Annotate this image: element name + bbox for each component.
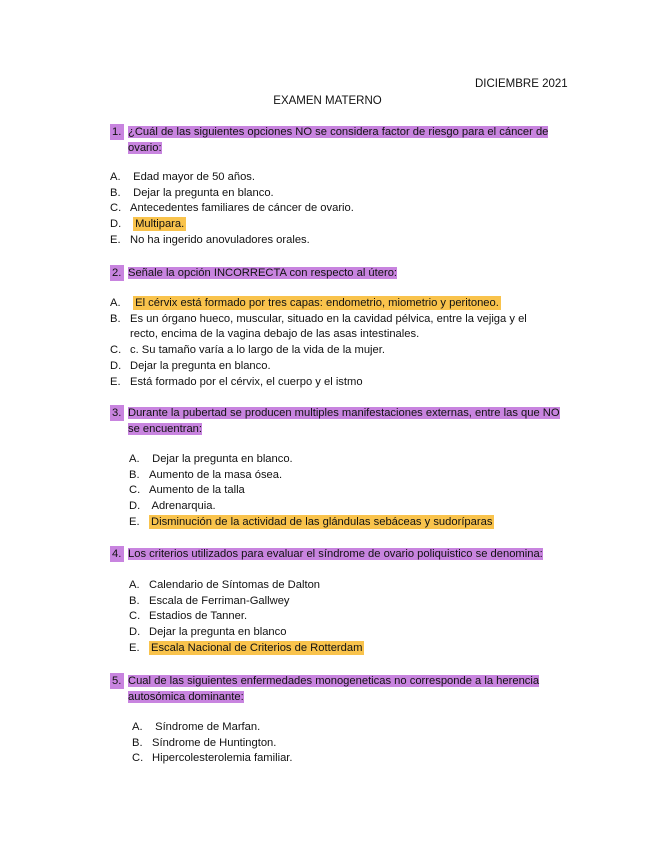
option-e[interactable]: E. Disminución de la actividad de las glándulas sebáceas y sudoríparas: [129, 515, 493, 528]
question-4: [110, 546, 565, 562]
question-5: [110, 673, 565, 705]
question-number: 4.: [110, 546, 124, 562]
option-a[interactable]: A. El cérvix está formado por tres capas: endometrio, miometrio y peritoneo.: [110, 297, 499, 309]
option-b[interactable]: B. Es un órgano hueco, muscular, situado en la cavidad pélvica, entre la vejiga y el recto, encima de la vagina debajo de las asas intestinales.: [110, 312, 527, 341]
options-q4: [129, 578, 364, 657]
option-c[interactable]: C. c. Su tamaño varía a lo largo de la vida de la mujer.: [110, 344, 385, 357]
option-d[interactable]: D. Multipara.: [110, 218, 185, 231]
highlighted-answer: Escala Nacional de Criterios de Rotterdam: [151, 641, 363, 654]
highlighted-answer: El cérvix está formado por tres capas: endometrio, miometrio y peritoneo.: [135, 297, 499, 309]
question-number: 1.: [110, 124, 124, 140]
option-d[interactable]: D. Dejar la pregunta en blanco: [129, 626, 287, 639]
option-c[interactable]: C. Estadios de Tanner.: [129, 610, 248, 623]
question-number: 2.: [110, 265, 124, 281]
option-a[interactable]: A. Síndrome de Marfan.: [132, 721, 261, 733]
page-title: EXAMEN MATERNO: [273, 95, 382, 107]
options-q5: [132, 720, 293, 767]
option-a[interactable]: A. Dejar la pregunta en blanco.: [129, 453, 293, 465]
option-b[interactable]: B. Síndrome de Huntington.: [132, 736, 277, 749]
option-c[interactable]: C. Antecedentes familiares de cáncer de ovario.: [110, 202, 354, 215]
option-e[interactable]: E. No ha ingerido anovuladores orales.: [110, 233, 310, 246]
question-number: 3.: [110, 405, 124, 421]
option-b[interactable]: B. Escala de Ferriman-Gallwey: [129, 594, 290, 607]
highlighted-answer: Disminución de la actividad de las glándulas sebáceas y sudoríparas: [151, 515, 493, 528]
question-text: Señale la opción INCORRECTA con respecto al útero:: [128, 267, 398, 279]
options-q3: [129, 452, 494, 531]
question-2: [110, 265, 565, 281]
question-text: Durante la pubertad se producen multiples manifestaciones externas, entre las que NO se encuentran:: [128, 407, 560, 435]
question-1: [110, 124, 565, 156]
option-d[interactable]: D. Adrenarquia.: [129, 500, 216, 513]
option-c[interactable]: C. Hipercolesterolemia familiar.: [132, 752, 293, 765]
option-a[interactable]: A. Edad mayor de 50 años.: [110, 171, 256, 183]
option-e[interactable]: E. Está formado por el cérvix, el cuerpo y el istmo: [110, 375, 363, 388]
options-q2: [110, 296, 550, 390]
option-d[interactable]: D. Dejar la pregunta en blanco.: [110, 359, 271, 372]
question-text: Cual de las siguientes enfermedades monogeneticas no corresponde a la herencia autosómica dominante:: [128, 675, 540, 703]
options-q1: [110, 170, 354, 249]
highlighted-answer: Multipara.: [135, 218, 185, 231]
question-number: 5.: [110, 673, 124, 689]
question-3: [110, 405, 565, 437]
option-a[interactable]: A. Calendario de Síntomas de Dalton: [129, 579, 321, 591]
option-c[interactable]: C. Aumento de la talla: [129, 484, 245, 497]
question-text: ¿Cuál de las siguientes opciones NO se considera factor de riesgo para el cáncer de ovario:: [128, 126, 549, 154]
exam-date: DICIEMBRE 2021: [475, 78, 568, 90]
option-e[interactable]: E. Escala Nacional de Criterios de Rotterdam: [129, 641, 363, 654]
question-text: Los criterios utilizados para evaluar el síndrome de ovario poliquistico se denomina:: [128, 548, 543, 560]
option-b[interactable]: B. Dejar la pregunta en blanco.: [110, 186, 274, 199]
option-b[interactable]: B. Aumento de la masa ósea.: [129, 468, 283, 481]
